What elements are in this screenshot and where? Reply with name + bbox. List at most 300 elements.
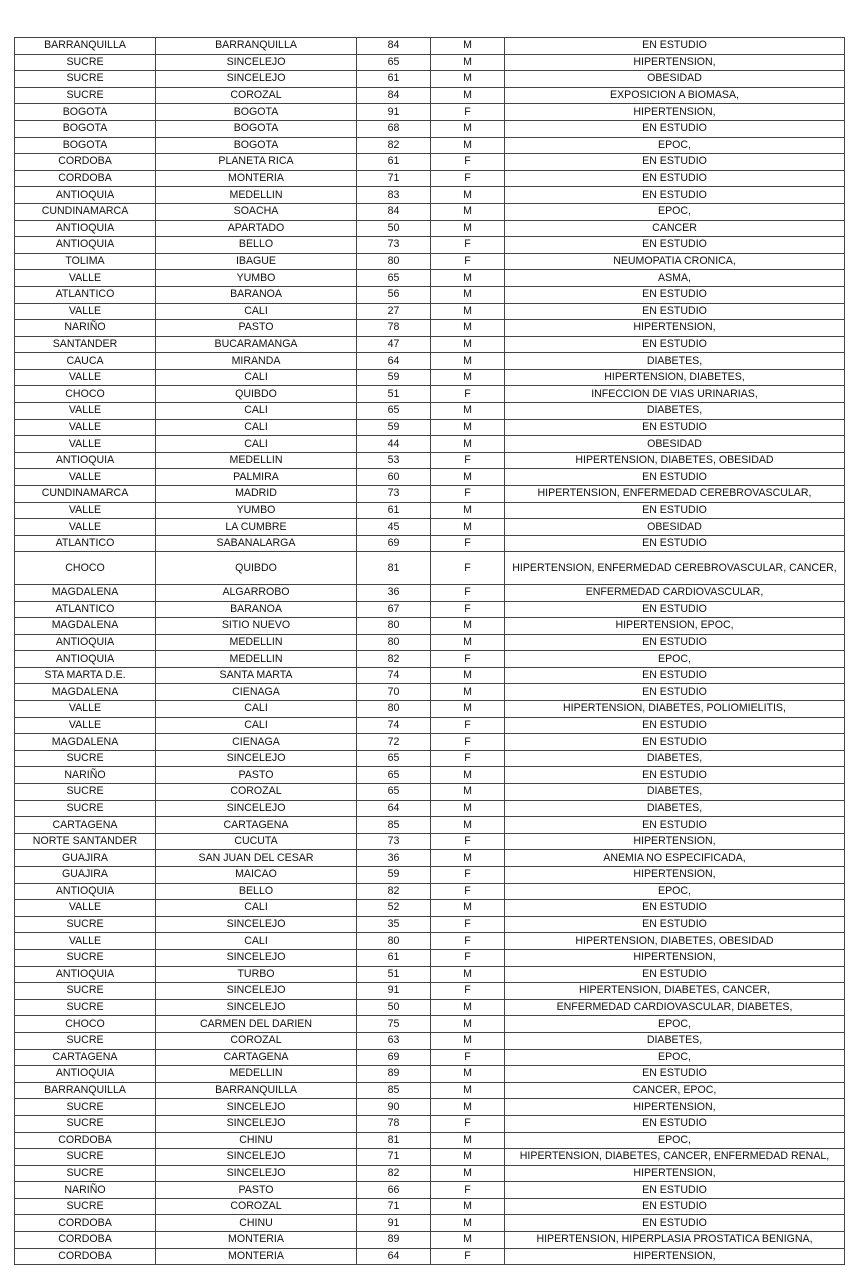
table-row [15,154,845,171]
age-cell: 75 [357,1016,431,1033]
sex-cell: F [431,1049,505,1066]
age-cell: 59 [357,369,431,386]
comorbidity-cell: EN ESTUDIO [505,502,845,519]
comorbidity-cell: EN ESTUDIO [505,154,845,171]
age-cell: 59 [357,867,431,884]
municipality-cell: IBAGUE [156,253,357,270]
comorbidity-cell: HIPERTENSION, HIPERPLASIA PROSTATICA BENIGNA, [505,1232,845,1249]
age-cell: 50 [357,220,431,237]
age-cell: 72 [357,734,431,751]
table-row [15,1215,845,1232]
department-cell: SUCRE [15,983,156,1000]
sex-cell: M [431,469,505,486]
sex-cell: F [431,154,505,171]
sex-cell: M [431,767,505,784]
comorbidity-cell: EN ESTUDIO [505,1182,845,1199]
table-row [15,452,845,469]
municipality-cell: CARMEN DEL DARIEN [156,1016,357,1033]
municipality-cell: SINCELEJO [156,1165,357,1182]
sex-cell: M [431,618,505,635]
sex-cell: M [431,303,505,320]
municipality-cell: MONTERIA [156,1232,357,1249]
municipality-cell: CARTAGENA [156,817,357,834]
age-cell: 73 [357,237,431,254]
age-cell: 64 [357,800,431,817]
comorbidity-cell: HIPERTENSION, [505,949,845,966]
department-cell: SUCRE [15,750,156,767]
comorbidity-cell: DIABETES, [505,353,845,370]
municipality-cell: CALI [156,369,357,386]
age-cell: 85 [357,1082,431,1099]
comorbidity-cell: ENFERMEDAD CARDIOVASCULAR, [505,584,845,601]
sex-cell: M [431,270,505,287]
comorbidity-cell: HIPERTENSION, [505,1099,845,1116]
age-cell: 82 [357,137,431,154]
department-cell: CHOCO [15,386,156,403]
department-cell: SUCRE [15,1149,156,1166]
department-cell: BOGOTA [15,104,156,121]
department-cell: ANTIOQUIA [15,452,156,469]
municipality-cell: MEDELLIN [156,634,357,651]
municipality-cell: SINCELEJO [156,1115,357,1132]
department-cell: VALLE [15,519,156,536]
sex-cell: M [431,38,505,55]
table-row [15,403,845,420]
municipality-cell: MEDELLIN [156,1066,357,1083]
age-cell: 80 [357,634,431,651]
comorbidity-cell: EN ESTUDIO [505,684,845,701]
municipality-cell: SANTA MARTA [156,667,357,684]
sex-cell: M [431,684,505,701]
age-cell: 60 [357,469,431,486]
age-cell: 80 [357,618,431,635]
table-row [15,1016,845,1033]
table-row [15,137,845,154]
municipality-cell: SINCELEJO [156,750,357,767]
department-cell: CAUCA [15,353,156,370]
municipality-cell: BARANOA [156,286,357,303]
sex-cell: F [431,170,505,187]
department-cell: BARRANQUILLA [15,38,156,55]
municipality-cell: MONTERIA [156,170,357,187]
comorbidity-cell: EXPOSICION A BIOMASA, [505,87,845,104]
department-cell: SUCRE [15,54,156,71]
municipality-cell: CARTAGENA [156,1049,357,1066]
comorbidity-cell: DIABETES, [505,784,845,801]
department-cell: SUCRE [15,999,156,1016]
department-cell: ANTIOQUIA [15,883,156,900]
sex-cell: M [431,966,505,983]
table-row [15,1248,845,1265]
municipality-cell: CALI [156,419,357,436]
table-row [15,717,845,734]
comorbidity-cell: EN ESTUDIO [505,286,845,303]
table-row [15,634,845,651]
comorbidity-cell: EN ESTUDIO [505,916,845,933]
municipality-cell: MONTERIA [156,1248,357,1265]
department-cell: ATLANTICO [15,286,156,303]
comorbidity-cell: HIPERTENSION, DIABETES, CANCER, [505,983,845,1000]
comorbidity-cell: EPOC, [505,883,845,900]
table-row [15,1165,845,1182]
table-row [15,1132,845,1149]
comorbidity-cell: EPOC, [505,137,845,154]
department-cell: MAGDALENA [15,734,156,751]
department-cell: SUCRE [15,1165,156,1182]
department-cell: MAGDALENA [15,684,156,701]
table-row [15,353,845,370]
department-cell: NARIÑO [15,1182,156,1199]
cases-table [14,37,845,1265]
department-cell: CHOCO [15,552,156,585]
department-cell: CORDOBA [15,1215,156,1232]
sex-cell: M [431,1198,505,1215]
comorbidity-cell: ANEMIA NO ESPECIFICADA, [505,850,845,867]
municipality-cell: QUIBDO [156,386,357,403]
sex-cell: M [431,220,505,237]
municipality-cell: YUMBO [156,502,357,519]
department-cell: CORDOBA [15,154,156,171]
table-row [15,38,845,55]
age-cell: 81 [357,1132,431,1149]
table-row [15,1182,845,1199]
table-row [15,270,845,287]
table-row [15,519,845,536]
comorbidity-cell: EPOC, [505,651,845,668]
municipality-cell: MAICAO [156,867,357,884]
comorbidity-cell: EN ESTUDIO [505,601,845,618]
municipality-cell: PASTO [156,320,357,337]
table-row [15,419,845,436]
municipality-cell: CALI [156,403,357,420]
municipality-cell: SINCELEJO [156,1149,357,1166]
municipality-cell: BOGOTA [156,137,357,154]
municipality-cell: SINCELEJO [156,949,357,966]
table-row [15,949,845,966]
table-row [15,1066,845,1083]
department-cell: VALLE [15,717,156,734]
table-row [15,883,845,900]
department-cell: GUAJIRA [15,850,156,867]
age-cell: 61 [357,71,431,88]
table-row [15,187,845,204]
table-row [15,320,845,337]
sex-cell: M [431,519,505,536]
age-cell: 61 [357,154,431,171]
municipality-cell: CIENAGA [156,734,357,751]
age-cell: 45 [357,519,431,536]
municipality-cell: SINCELEJO [156,71,357,88]
municipality-cell: MEDELLIN [156,452,357,469]
table-row [15,734,845,751]
municipality-cell: CALI [156,701,357,718]
table-row [15,369,845,386]
age-cell: 82 [357,883,431,900]
table-row [15,817,845,834]
municipality-cell: SINCELEJO [156,983,357,1000]
sex-cell: M [431,403,505,420]
sex-cell: F [431,1182,505,1199]
sex-cell: F [431,949,505,966]
table-row [15,1082,845,1099]
comorbidity-cell: ENFERMEDAD CARDIOVASCULAR, DIABETES, [505,999,845,1016]
sex-cell: F [431,104,505,121]
table-row [15,850,845,867]
comorbidity-cell: EN ESTUDIO [505,1115,845,1132]
department-cell: ANTIOQUIA [15,1066,156,1083]
department-cell: VALLE [15,270,156,287]
table-row [15,237,845,254]
comorbidity-cell: HIPERTENSION, DIABETES, [505,369,845,386]
department-cell: SUCRE [15,1099,156,1116]
sex-cell: M [431,1232,505,1249]
age-cell: 59 [357,419,431,436]
municipality-cell: SINCELEJO [156,916,357,933]
age-cell: 84 [357,203,431,220]
department-cell: SUCRE [15,916,156,933]
comorbidity-cell: INFECCION DE VIAS URINARIAS, [505,386,845,403]
department-cell: ANTIOQUIA [15,634,156,651]
table-row [15,203,845,220]
table-row [15,220,845,237]
comorbidity-cell: EN ESTUDIO [505,237,845,254]
department-cell: SUCRE [15,1115,156,1132]
table-row [15,1232,845,1249]
age-cell: 44 [357,436,431,453]
department-cell: TOLIMA [15,253,156,270]
municipality-cell: MADRID [156,486,357,503]
table-row [15,386,845,403]
age-cell: 67 [357,601,431,618]
municipality-cell: PASTO [156,1182,357,1199]
municipality-cell: COROZAL [156,1198,357,1215]
sex-cell: M [431,320,505,337]
municipality-cell: COROZAL [156,1032,357,1049]
age-cell: 74 [357,667,431,684]
table-row [15,253,845,270]
comorbidity-cell: HIPERTENSION, EPOC, [505,618,845,635]
comorbidity-cell: HIPERTENSION, ENFERMEDAD CEREBROVASCULAR, CANCER, [505,552,845,585]
age-cell: 52 [357,900,431,917]
age-cell: 36 [357,584,431,601]
table-row [15,999,845,1016]
municipality-cell: COROZAL [156,784,357,801]
municipality-cell: CALI [156,900,357,917]
sex-cell: F [431,651,505,668]
comorbidity-cell: EN ESTUDIO [505,120,845,137]
comorbidity-cell: HIPERTENSION, [505,867,845,884]
table-row [15,651,845,668]
department-cell: VALLE [15,303,156,320]
table-row [15,916,845,933]
department-cell: ATLANTICO [15,601,156,618]
municipality-cell: SITIO NUEVO [156,618,357,635]
department-cell: VALLE [15,900,156,917]
age-cell: 82 [357,1165,431,1182]
municipality-cell: BARRANQUILLA [156,38,357,55]
department-cell: CORDOBA [15,1132,156,1149]
table-row [15,54,845,71]
department-cell: ATLANTICO [15,535,156,552]
age-cell: 80 [357,701,431,718]
department-cell: VALLE [15,436,156,453]
comorbidity-cell: DIABETES, [505,1032,845,1049]
age-cell: 66 [357,1182,431,1199]
sex-cell: F [431,237,505,254]
municipality-cell: MIRANDA [156,353,357,370]
municipality-cell: CUCUTA [156,833,357,850]
age-cell: 51 [357,386,431,403]
age-cell: 65 [357,270,431,287]
sex-cell: M [431,120,505,137]
department-cell: VALLE [15,403,156,420]
age-cell: 51 [357,966,431,983]
age-cell: 83 [357,187,431,204]
comorbidity-cell: EN ESTUDIO [505,1066,845,1083]
municipality-cell: MEDELLIN [156,651,357,668]
sex-cell: M [431,203,505,220]
municipality-cell: PALMIRA [156,469,357,486]
municipality-cell: PASTO [156,767,357,784]
age-cell: 71 [357,1149,431,1166]
table-row [15,1049,845,1066]
table-row [15,701,845,718]
sex-cell: F [431,833,505,850]
table-row [15,1198,845,1215]
sex-cell: F [431,535,505,552]
age-cell: 64 [357,353,431,370]
department-cell: BARRANQUILLA [15,1082,156,1099]
sex-cell: F [431,1115,505,1132]
comorbidity-cell: EN ESTUDIO [505,900,845,917]
municipality-cell: BOGOTA [156,104,357,121]
age-cell: 61 [357,949,431,966]
table-row [15,584,845,601]
municipality-cell: PLANETA RICA [156,154,357,171]
department-cell: CARTAGENA [15,1049,156,1066]
municipality-cell: ALGARROBO [156,584,357,601]
table-row [15,170,845,187]
sex-cell: F [431,486,505,503]
department-cell: ANTIOQUIA [15,237,156,254]
comorbidity-cell: ASMA, [505,270,845,287]
table-row [15,486,845,503]
table-row [15,618,845,635]
table-row [15,120,845,137]
sex-cell: F [431,867,505,884]
sex-cell: M [431,71,505,88]
age-cell: 64 [357,1248,431,1265]
municipality-cell: YUMBO [156,270,357,287]
age-cell: 35 [357,916,431,933]
table-row [15,833,845,850]
sex-cell: M [431,187,505,204]
department-cell: SUCRE [15,784,156,801]
age-cell: 50 [357,999,431,1016]
age-cell: 65 [357,403,431,420]
department-cell: VALLE [15,419,156,436]
table-row [15,601,845,618]
table-row [15,784,845,801]
sex-cell: M [431,137,505,154]
department-cell: CHOCO [15,1016,156,1033]
table-row [15,1099,845,1116]
age-cell: 65 [357,54,431,71]
department-cell: VALLE [15,369,156,386]
age-cell: 78 [357,1115,431,1132]
sex-cell: M [431,634,505,651]
sex-cell: F [431,584,505,601]
municipality-cell: COROZAL [156,87,357,104]
age-cell: 65 [357,767,431,784]
comorbidity-cell: HIPERTENSION, [505,1165,845,1182]
table-row [15,933,845,950]
comorbidity-cell: EN ESTUDIO [505,419,845,436]
sex-cell: M [431,1165,505,1182]
comorbidity-cell: EN ESTUDIO [505,469,845,486]
department-cell: BOGOTA [15,137,156,154]
age-cell: 91 [357,104,431,121]
department-cell: BOGOTA [15,120,156,137]
sex-cell: F [431,253,505,270]
municipality-cell: CALI [156,436,357,453]
department-cell: CORDOBA [15,170,156,187]
age-cell: 91 [357,983,431,1000]
sex-cell: M [431,1082,505,1099]
table-row [15,71,845,88]
table-row [15,1149,845,1166]
comorbidity-cell: EN ESTUDIO [505,187,845,204]
age-cell: 81 [357,552,431,585]
sex-cell: M [431,436,505,453]
table-row [15,502,845,519]
comorbidity-cell: HIPERTENSION, [505,1248,845,1265]
department-cell: VALLE [15,469,156,486]
sex-cell: M [431,502,505,519]
municipality-cell: CALI [156,933,357,950]
comorbidity-cell: EN ESTUDIO [505,966,845,983]
municipality-cell: MEDELLIN [156,187,357,204]
department-cell: MAGDALENA [15,584,156,601]
comorbidity-cell: HIPERTENSION, [505,104,845,121]
sex-cell: M [431,784,505,801]
sex-cell: F [431,933,505,950]
sex-cell: M [431,999,505,1016]
table-row [15,104,845,121]
municipality-cell: SABANALARGA [156,535,357,552]
department-cell: SUCRE [15,949,156,966]
municipality-cell: CHINU [156,1132,357,1149]
department-cell: SUCRE [15,71,156,88]
municipality-cell: SINCELEJO [156,999,357,1016]
age-cell: 65 [357,750,431,767]
comorbidity-cell: EN ESTUDIO [505,38,845,55]
department-cell: NARIÑO [15,767,156,784]
municipality-cell: CIENAGA [156,684,357,701]
municipality-cell: BELLO [156,883,357,900]
age-cell: 56 [357,286,431,303]
table-row [15,1115,845,1132]
department-cell: SANTANDER [15,336,156,353]
table-row [15,900,845,917]
comorbidity-cell: HIPERTENSION, DIABETES, OBESIDAD [505,452,845,469]
comorbidity-cell: OBESIDAD [505,436,845,453]
sex-cell: F [431,734,505,751]
sex-cell: M [431,369,505,386]
table-row [15,336,845,353]
table-row [15,1032,845,1049]
table-row [15,867,845,884]
